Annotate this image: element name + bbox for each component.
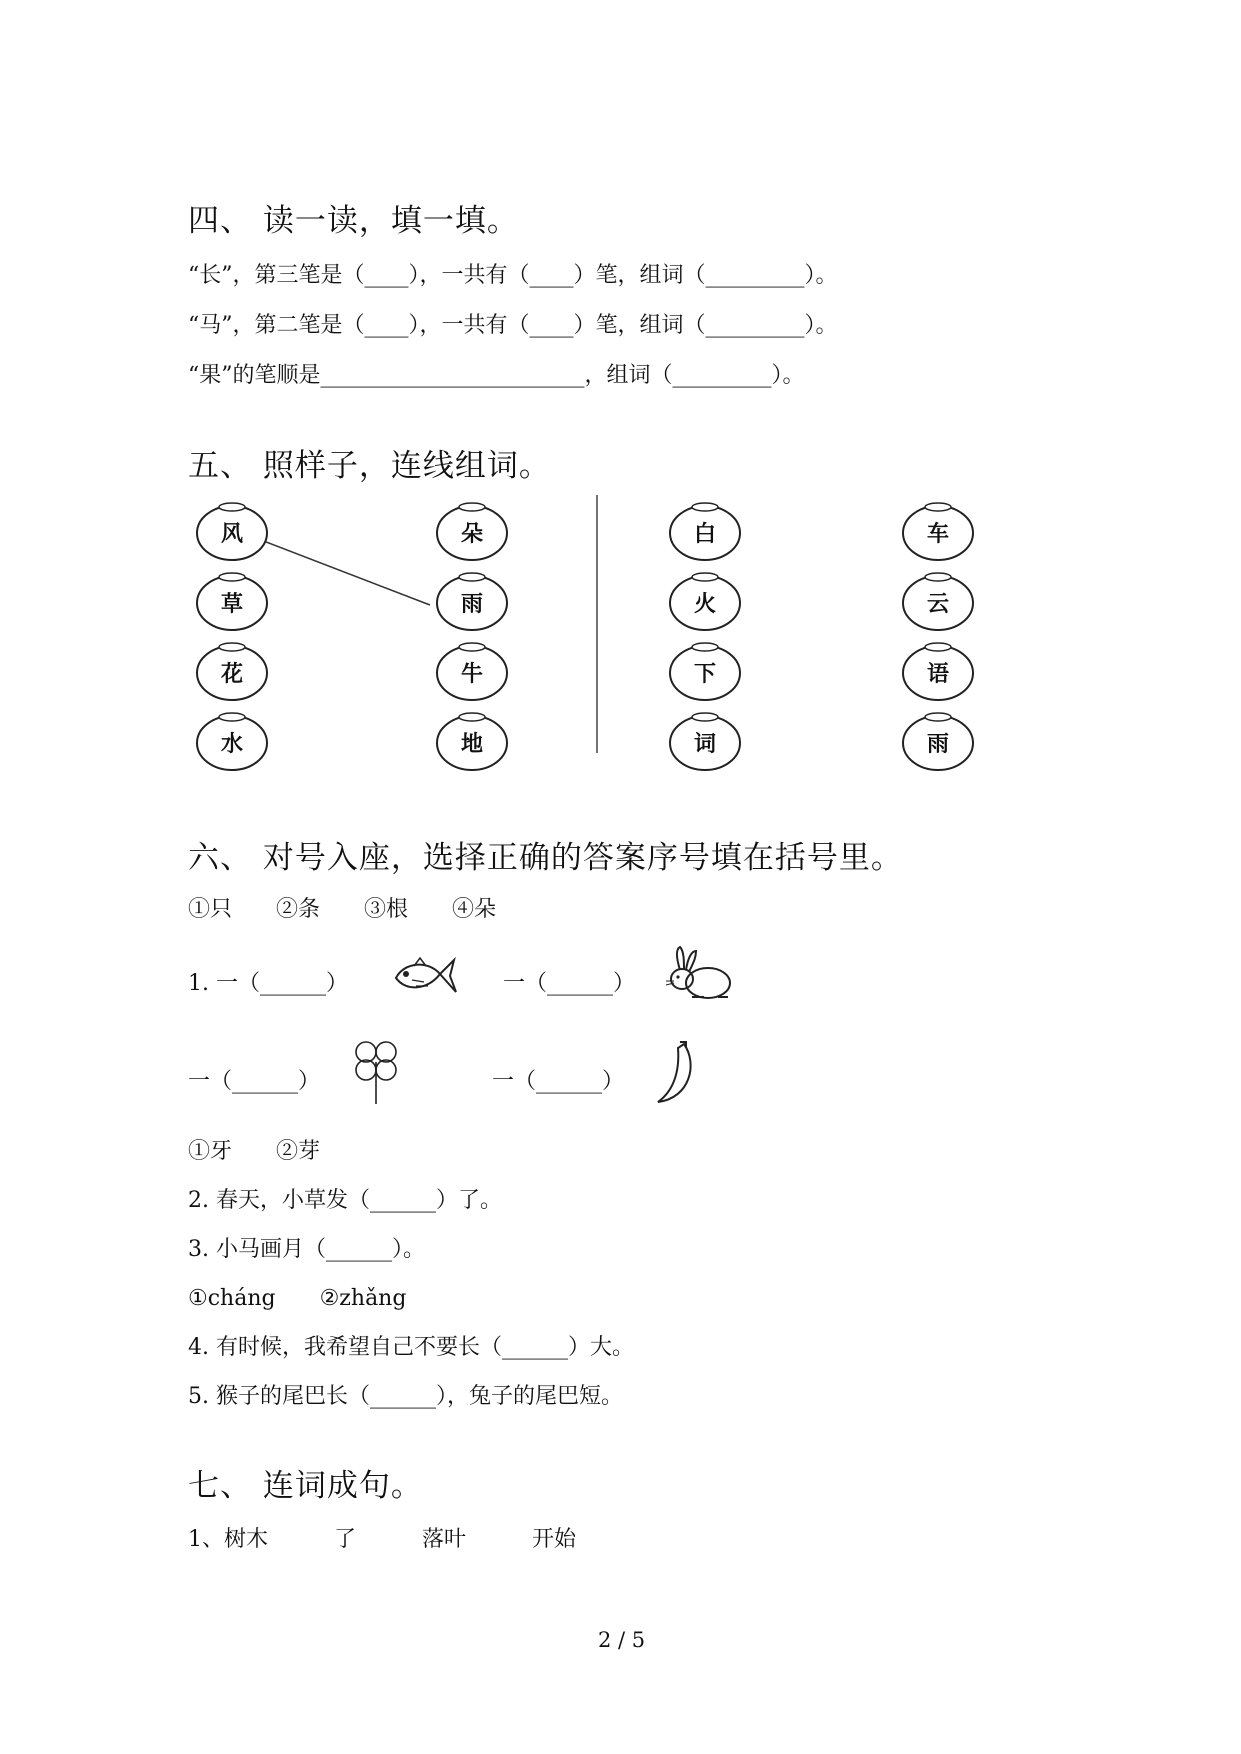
question-5: 5. 猴子的尾巴长（______），兔子的尾巴短。: [188, 1384, 623, 1409]
jar-character: 花: [220, 662, 244, 687]
jar-character: 白: [693, 522, 717, 547]
section-7-heading: 七、 连词成句。: [188, 1468, 423, 1504]
section-6-heading: 六、 对号入座，选择正确的答案序号填在括号里。: [188, 840, 903, 876]
char-jar: [670, 643, 740, 700]
char-jar: [437, 643, 507, 700]
section-4-line-2: “马”，第二笔是（____），一共有（____）笔，组词（_________）。: [188, 313, 838, 338]
section-4-heading: 四、 读一读，填一填。: [188, 203, 519, 239]
banana-icon: [650, 1040, 700, 1108]
question-1-clover: 一（______）: [188, 1069, 321, 1094]
jar-character: 云: [926, 592, 950, 617]
jar-character: 车: [926, 522, 950, 547]
char-jar: [670, 573, 740, 630]
fish-icon: [390, 948, 460, 1003]
jar-character: 词: [693, 732, 717, 757]
clover-icon: [348, 1038, 404, 1106]
jar-character: 地: [460, 732, 484, 757]
jar-character: 雨: [926, 732, 950, 757]
pinyin-options: ①cháng ②zhǎng: [188, 1286, 407, 1311]
char-jar: [197, 643, 267, 700]
jar-character: 水: [220, 732, 244, 757]
section-4-line-1: “长”，第三笔是（____），一共有（____）笔，组词（_________）。: [188, 263, 838, 288]
example-link-line: [248, 535, 430, 605]
char-jar: [197, 503, 267, 560]
section-4-line-3: “果”的笔顺是________________________，组词（_________）。: [188, 363, 805, 388]
question-1-banana: 一（______）: [492, 1069, 625, 1094]
measure-word-options: ①只 ②条 ③根 ④朵: [188, 897, 497, 922]
char-jar: [903, 713, 973, 770]
jar-character: 草: [220, 592, 244, 617]
question-1-fish: 1. 一（______）: [188, 971, 348, 996]
char-jar: [437, 713, 507, 770]
page-number: 2 / 5: [598, 1628, 646, 1652]
jar-character: 牛: [460, 662, 484, 687]
char-jar: [437, 573, 507, 630]
char-jar: [903, 573, 973, 630]
char-jar: [670, 503, 740, 560]
jar-character: 风: [220, 522, 244, 547]
char-jar: [903, 643, 973, 700]
char-jar: [437, 503, 507, 560]
char-jar: [903, 503, 973, 560]
jar-character: 雨: [460, 592, 484, 617]
sentence-question-1: 1、树木 了 落叶 开始: [188, 1527, 576, 1552]
jar-character: 火: [693, 592, 717, 617]
char-jar: [197, 713, 267, 770]
sprout-options: ①牙 ②芽: [188, 1139, 321, 1164]
question-2: 2. 春天，小草发（______）了。: [188, 1188, 502, 1213]
char-jar: [197, 573, 267, 630]
rabbit-icon: [662, 945, 734, 1003]
question-1-rabbit: 一（______）: [503, 971, 636, 996]
jar-character: 语: [926, 662, 950, 687]
question-4: 4. 有时候，我希望自己不要长（______）大。: [188, 1335, 634, 1360]
question-3: 3. 小马画月（______）。: [188, 1237, 425, 1262]
jar-character: 朵: [460, 522, 484, 547]
word-matching-diagram: [190, 495, 990, 780]
section-5-heading: 五、 照样子，连线组词。: [188, 448, 551, 484]
char-jar: [670, 713, 740, 770]
jar-character: 下: [693, 662, 717, 687]
